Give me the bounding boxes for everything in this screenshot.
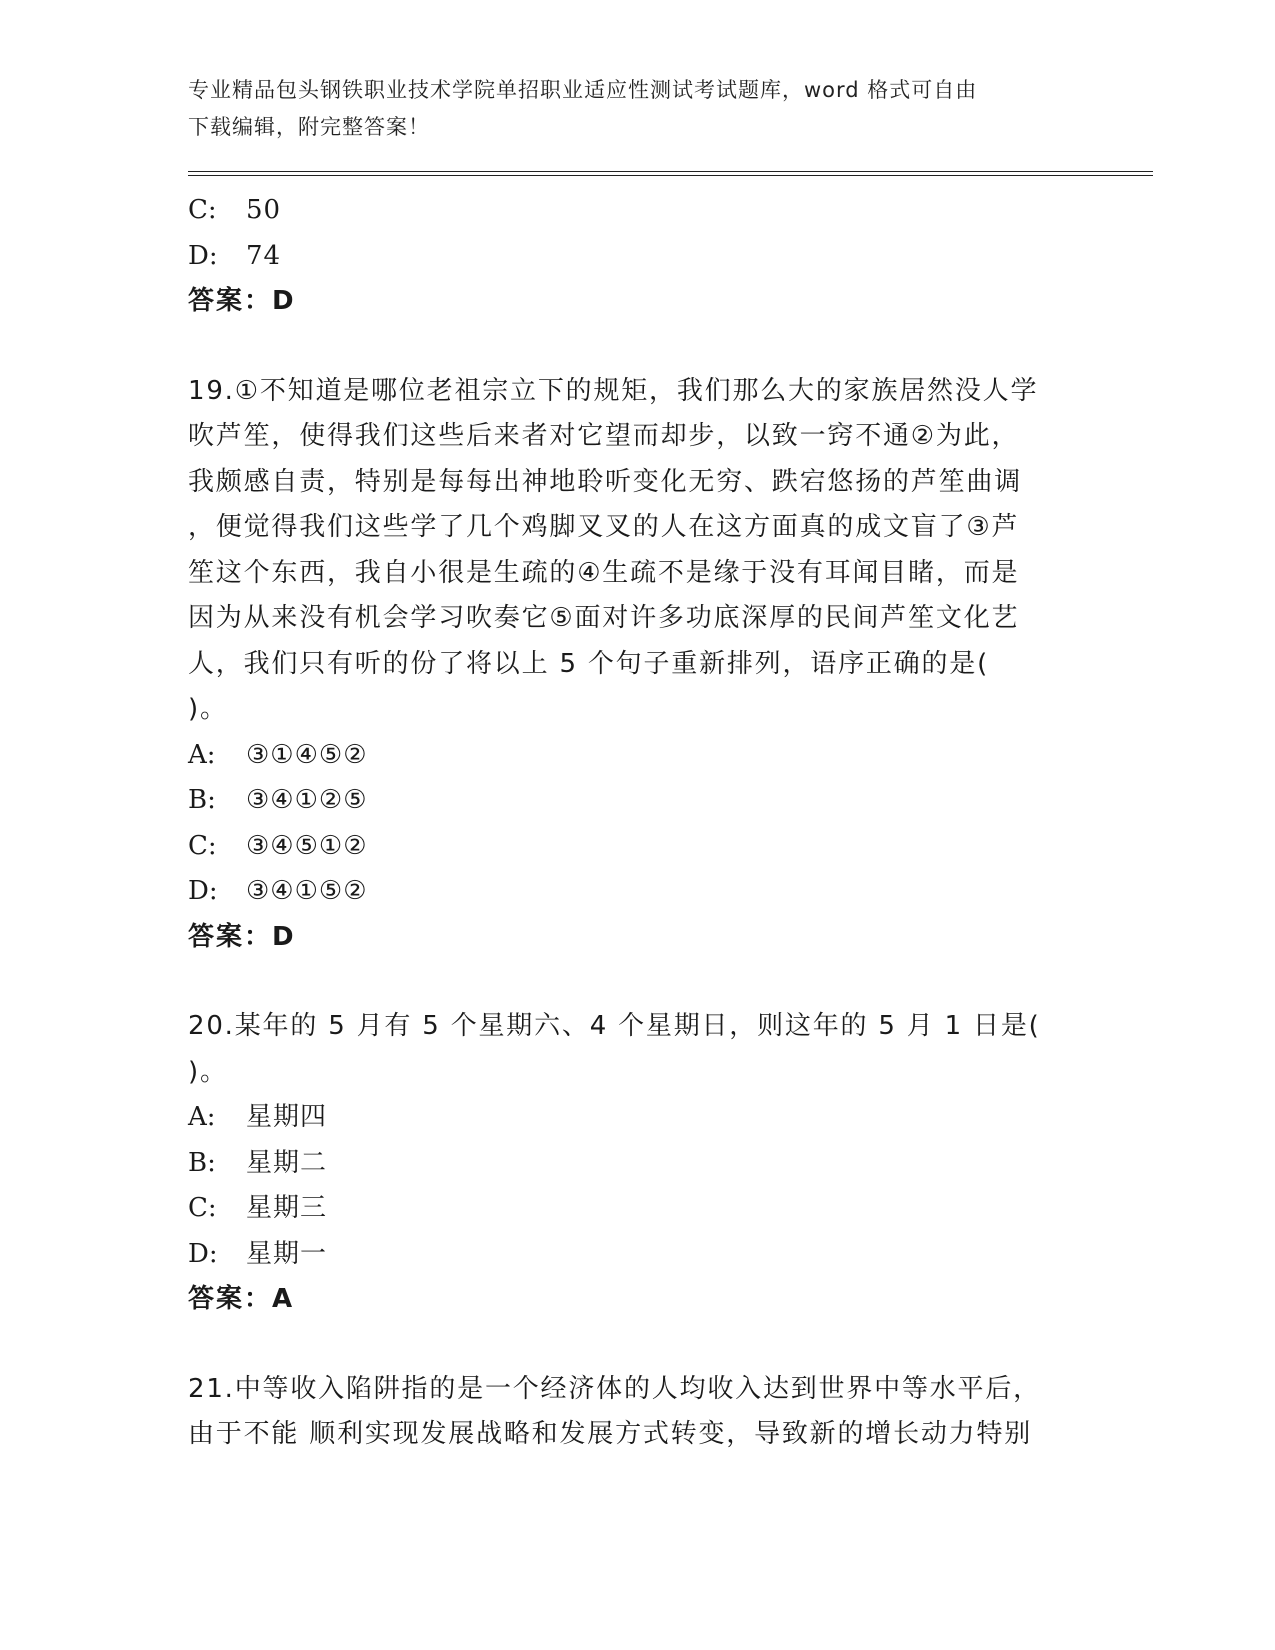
spacer bbox=[188, 325, 1088, 369]
page-header bbox=[188, 72, 1088, 146]
question-text-line: 人，我们只有听的份了将以上 5 个句子重新排列，语序正确的是( bbox=[188, 648, 990, 679]
option-letter: A: bbox=[188, 1102, 216, 1132]
question-text-line: 19.①不知道是哪位老祖宗立下的规矩，我们那么大的家族居然没人学 bbox=[188, 375, 1039, 406]
option-letter: C: bbox=[188, 1193, 217, 1223]
question-text-line: 21.中等收入陷阱指的是一个经济体的人均收入达到世界中等水平后， bbox=[188, 1373, 1041, 1404]
option-d bbox=[188, 1232, 1088, 1278]
option-b bbox=[188, 778, 1088, 824]
option-a bbox=[188, 1095, 1088, 1141]
question-text-line: 因为从来没有机会学习吹奏它⑤面对许多功底深厚的民间芦笙文化艺 bbox=[188, 603, 1020, 633]
question-20 bbox=[188, 1004, 1088, 1323]
prev-question bbox=[188, 188, 1088, 325]
header-rule-bottom bbox=[188, 175, 1153, 176]
spacer bbox=[188, 960, 1088, 1004]
option-d bbox=[188, 869, 1088, 915]
option-letter: A: bbox=[188, 739, 216, 770]
option-text: 星期四 bbox=[246, 1102, 328, 1132]
option-text: 星期一 bbox=[246, 1238, 328, 1269]
answer-line: 答案：D bbox=[188, 286, 296, 316]
document-body bbox=[188, 188, 1088, 1458]
header-rule-top bbox=[188, 171, 1153, 172]
spacer bbox=[188, 1323, 1088, 1367]
option-text: ③④①⑤② bbox=[246, 876, 368, 906]
option-letter: B: bbox=[188, 785, 216, 815]
header-line-2: 下载编辑，附完整答案！ bbox=[188, 115, 430, 139]
question-text-line: 笙这个东西，我自小很是生疏的④生疏不是缘于没有耳闻目睹，而是 bbox=[188, 557, 1020, 588]
option-letter: C: bbox=[188, 830, 217, 861]
question-19 bbox=[188, 369, 1088, 961]
question-text-line: 20.某年的 5 月有 5 个星期六、4 个星期日，则这年的 5 月 1 日是( bbox=[188, 1011, 1041, 1041]
option-text: ③①④⑤② bbox=[246, 739, 368, 770]
option-text: ③④①②⑤ bbox=[246, 785, 368, 815]
answer-line: 答案：A bbox=[188, 1284, 295, 1314]
question-text-line: ，便觉得我们这些学了几个鸡脚叉叉的人在这方面真的成文盲了③芦 bbox=[188, 512, 1020, 542]
option-b bbox=[188, 1141, 1088, 1187]
question-text-line: 我颇感自责，特别是每每出神地聆听变化无穷、跌宕悠扬的芦笙曲调 bbox=[188, 466, 1023, 497]
option-text: 74 bbox=[246, 240, 282, 271]
question-text-line: )。 bbox=[188, 694, 228, 724]
option-text: ③④⑤①② bbox=[246, 830, 368, 861]
option-d bbox=[188, 234, 1088, 280]
option-a bbox=[188, 733, 1088, 779]
option-letter: B: bbox=[188, 1147, 216, 1178]
option-letter: D: bbox=[188, 876, 218, 906]
question-text-line: 吹芦笙，使得我们这些后来者对它望而却步，以致一窍不通②为此， bbox=[188, 421, 1020, 451]
answer-line: 答案：D bbox=[188, 921, 296, 952]
option-letter: C: bbox=[188, 195, 217, 225]
option-c bbox=[188, 188, 1088, 234]
option-text: 50 bbox=[246, 195, 282, 225]
option-c bbox=[188, 1186, 1088, 1232]
option-letter: D: bbox=[188, 1238, 218, 1269]
question-21 bbox=[188, 1367, 1088, 1458]
question-text-line: )。 bbox=[188, 1056, 228, 1087]
header-line-1: 专业精品包头钢铁职业技术学院单招职业适应性测试考试题库，word 格式可自由 bbox=[188, 78, 978, 102]
option-letter: D: bbox=[188, 240, 218, 271]
option-text: 星期三 bbox=[246, 1193, 328, 1223]
option-c bbox=[188, 824, 1088, 870]
option-text: 星期二 bbox=[246, 1147, 328, 1178]
question-text-line: 由于不能 顺利实现发展战略和发展方式转变，导致新的增长动力特别 bbox=[188, 1419, 1033, 1449]
